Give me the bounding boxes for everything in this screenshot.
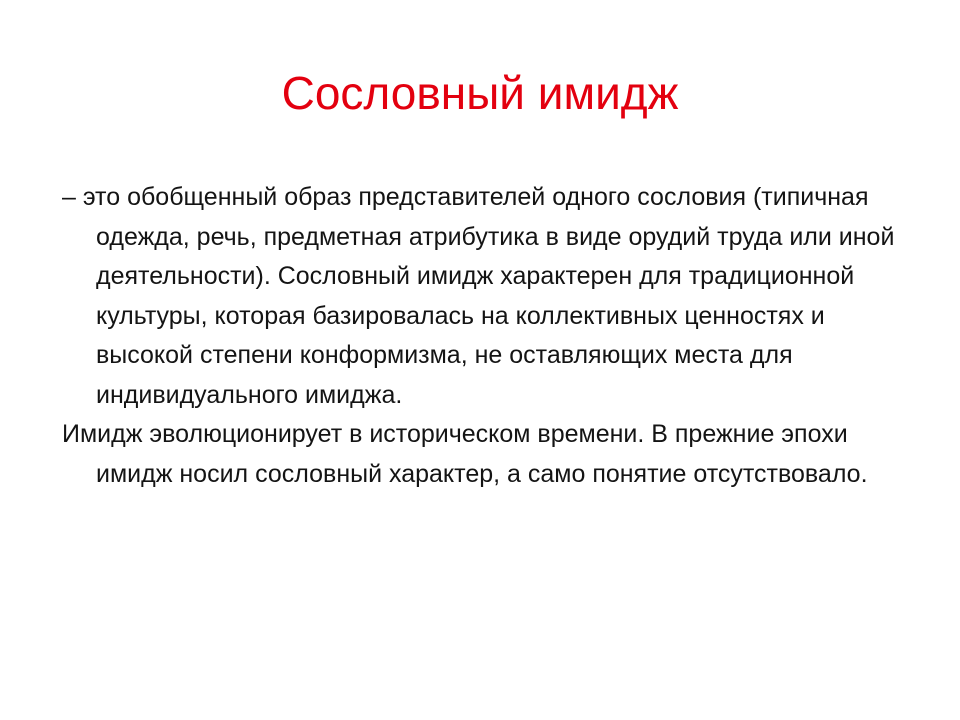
body-paragraph-definition: – это обобщенный образ представителей одного сословия (типичная одежда, речь, предметная атрибутика в виде орудий труда или иной деятельности). Сословный имидж характерен для традиционной культуры, которая базировалась на коллективных ценностях и высокой степени конформизма, не оставляющих места для индивидуального имиджа.: [62, 183, 895, 409]
slide-body: [62, 178, 902, 494]
slide-title: Сословный имидж: [281, 67, 679, 119]
body-paragraph-evolution: Имидж эволюционирует в историческом времени. В прежние эпохи имидж носил сословный характер, а само понятие отсутствовало.: [62, 420, 868, 488]
